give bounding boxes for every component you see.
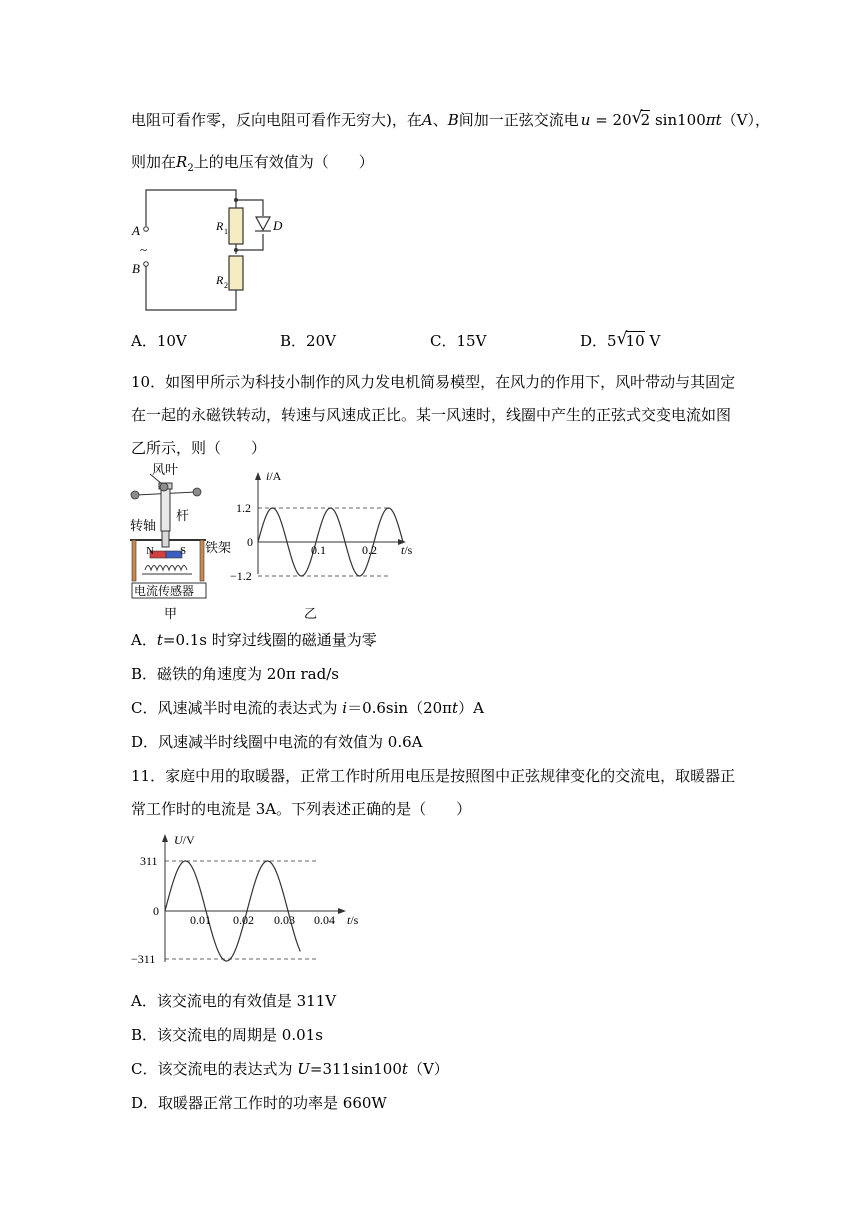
q10-stem-line-3: 乙所示，则（ ） [131, 439, 267, 457]
x-axis-label-var: t [401, 543, 405, 557]
terminal-b: B [447, 111, 459, 129]
x-tick-2: 0.02 [233, 913, 254, 927]
wind-generator-figure [128, 462, 238, 622]
formula-t: t [715, 111, 722, 129]
x-axis-arrow [338, 908, 346, 914]
label-tiejia: 铁架 [205, 540, 232, 555]
option-text: ＝0.6sin（20π [347, 699, 453, 717]
label-terminal-a: A [132, 223, 140, 238]
formula-unit: （V）， [721, 111, 770, 129]
terminal-a-dot [144, 227, 149, 232]
var-t: t [452, 699, 459, 717]
voltage-formula [580, 108, 770, 129]
q9-stem-line-2 [131, 152, 374, 179]
q11-stem-line-2: 常工作时的电流是 3A。下列表述正确的是（ ） [131, 800, 472, 818]
q9-text: 上的电压有效值为（ ） [193, 153, 374, 171]
q10-stem-line-1: 10．如图甲所示为科技小制作的风力发电机简易模型，在风力的作用下，风叶带动与其固定 [131, 373, 736, 391]
sqrt-radicand: 10 [625, 332, 645, 350]
y-axis-arrow [255, 472, 261, 480]
q10-option-b[interactable]: B．磁铁的角速度为 20π rad/s [131, 665, 339, 683]
q9-stem-line-1 [131, 110, 770, 130]
frame-right-post [200, 540, 204, 581]
option-d-unit: V [644, 332, 661, 350]
sqrt-radicand: 2 [640, 111, 651, 129]
x-tick-4: 0.04 [314, 913, 335, 927]
option-d-coef: D．5 [580, 332, 617, 350]
q9-option-d[interactable] [580, 331, 660, 351]
y-tick-min: −311 [131, 952, 156, 966]
sqrt-symbol: √ 10 [616, 329, 645, 350]
formula-sin: sin100 [650, 111, 706, 129]
option-text: （V） [407, 1060, 449, 1078]
x-tick-3: 0.03 [274, 913, 295, 927]
x-axis-label-unit: /s [404, 543, 413, 557]
resistor-r2-symbol: R [176, 153, 188, 171]
y-axis-label-var: U [174, 833, 183, 847]
label-fengye: 风叶 [152, 462, 179, 477]
q9-text: 电阻可看作零，反向电阻可看作无穷大)，在 [131, 111, 422, 129]
subscript: 2 [187, 163, 194, 174]
q10-option-a[interactable] [131, 630, 377, 650]
var-t: t [401, 1060, 408, 1078]
option-text: =311sin100 [309, 1060, 402, 1078]
label-ac-tilde: ~ [140, 242, 148, 257]
x-axis-label-unit: /s [350, 913, 359, 927]
y-axis-label-var: i [266, 469, 270, 483]
label-r2: R [216, 273, 224, 287]
separator: 、 [432, 111, 448, 129]
x-tick-1: 0.01 [190, 913, 211, 927]
y-tick-zero: 0 [153, 904, 159, 918]
label-south: S [180, 545, 187, 557]
x-axis-label [347, 913, 359, 927]
blade-ball-right [193, 488, 201, 496]
q9-option-c[interactable]: C．15V [430, 332, 487, 350]
y-axis-label [174, 833, 195, 847]
formula-coef: = 20 [590, 111, 632, 129]
y-axis-label-unit: /V [182, 833, 195, 847]
diode-symbol [256, 217, 270, 230]
terminal-b-dot [144, 262, 149, 267]
q10-stem-line-2: 在一起的永磁铁转动，转速与风速成正比。某一风速时，线圈中产生的正弦式交变电流如图 [131, 406, 732, 424]
label-zhuanzhou: 转轴 [130, 518, 157, 533]
y-tick-max: 1.2 [236, 501, 251, 515]
q10-option-c[interactable] [131, 698, 484, 718]
terminal-a: A [421, 111, 433, 129]
frame-left-post [132, 540, 136, 581]
formula-u: u [580, 111, 591, 129]
label-r1: R [216, 219, 224, 233]
x-tick-1: 0.1 [311, 543, 326, 557]
blade-ball-left [131, 491, 139, 499]
option-letter: A． [131, 631, 157, 649]
var-u: U [297, 1060, 310, 1078]
junction-dot-mid [234, 248, 238, 252]
var-t: t [156, 631, 163, 649]
q11-option-a[interactable]: A．该交流电的有效值是 311V [131, 992, 337, 1010]
q9-text: 间加一正弦交流电 [458, 111, 579, 129]
caption-yi: 乙 [304, 606, 318, 621]
option-text: C．风速减半时电流的表达式为 [131, 699, 343, 717]
y-tick-zero: 0 [247, 535, 253, 549]
y-tick-min: −1.2 [230, 569, 252, 583]
blade-ball-mid [160, 483, 168, 491]
junction-dot-top [234, 198, 238, 202]
label-diode: D [273, 218, 283, 233]
circuit-diagram [128, 186, 298, 326]
y-tick-max: 311 [140, 854, 158, 868]
label-sensor: 电流传感器 [134, 584, 195, 598]
option-text: ）A [458, 699, 484, 717]
q9-option-b[interactable]: B．20V [280, 332, 336, 350]
var-i: i [342, 699, 348, 717]
x-axis-label [401, 543, 413, 557]
y-axis-label-unit: /A [269, 469, 282, 483]
q10-option-d[interactable]: D．风速减半时线圈中电流的有效值为 0.6A [131, 733, 423, 751]
q9-option-a[interactable]: A．10V [131, 332, 187, 350]
label-gan: 杆 [176, 508, 190, 523]
q11-option-c[interactable] [131, 1059, 449, 1079]
current-sine-chart [228, 466, 418, 626]
y-axis-label [266, 469, 282, 483]
formula-pi: π [705, 111, 716, 129]
option-text: C．该交流电的表达式为 [131, 1060, 298, 1078]
label-north: N [146, 545, 154, 557]
option-text: =0.1s 时穿过线圈的磁通量为零 [162, 631, 377, 649]
q11-option-d[interactable]: D．取暖器正常工作时的功率是 660W [131, 1094, 387, 1112]
q9-text: 则加在 [131, 153, 177, 171]
label-r1-sub: 1 [224, 227, 228, 236]
label-r2-sub: 2 [224, 281, 228, 290]
voltage-sine-chart [128, 830, 368, 980]
sqrt-symbol: √ 2 [631, 108, 651, 129]
caption-jia: 甲 [164, 606, 178, 621]
y-axis-arrow [162, 834, 168, 842]
q11-option-b[interactable]: B．该交流电的周期是 0.01s [131, 1026, 323, 1044]
x-tick-2: 0.2 [362, 543, 377, 557]
x-axis-label-var: t [347, 913, 351, 927]
q11-stem-line-1: 11．家庭中用的取暖器，正常工作时所用电压是按照图中正弦规律变化的交流电，取暖器正 [131, 767, 736, 785]
label-terminal-b: B [132, 261, 140, 276]
